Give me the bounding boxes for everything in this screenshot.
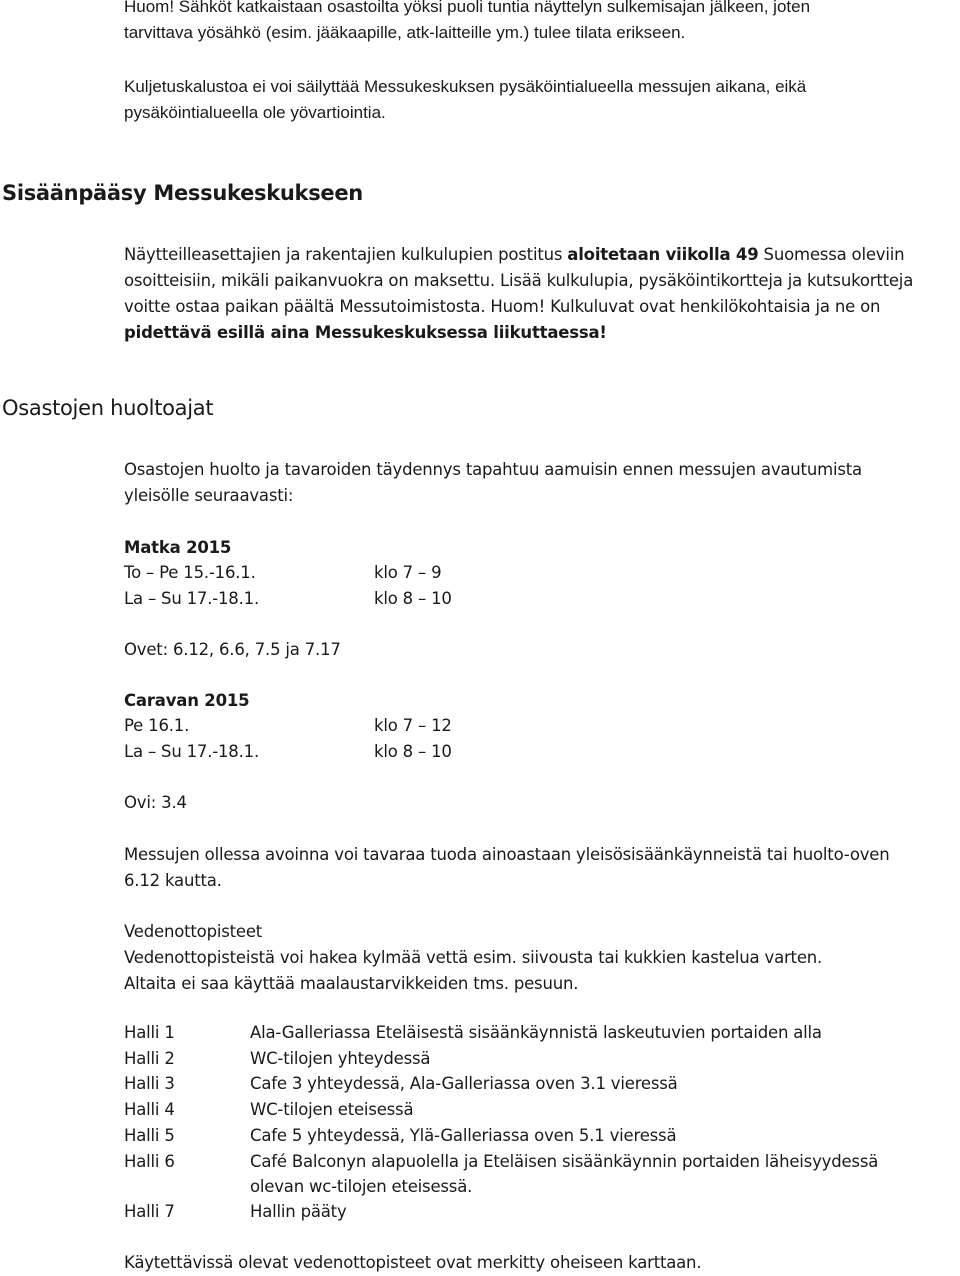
text: voitte ostaa paikan päältä Messutoimistosta. Huom! Kulkuluvat ovat henkilökohtaisia ja ne on: [124, 297, 881, 316]
hall-name: Halli 7: [124, 1202, 175, 1221]
huoltoajat-intro: [124, 457, 944, 509]
vedenotto-title: Vedenottopisteet: [124, 922, 263, 941]
intro-paragraph-parking: [124, 74, 944, 126]
sisaanpaasy-paragraph: [124, 242, 944, 346]
intro-line: Huom! Sähköt katkaistaan osastoilta yöksi puoli tuntia näyttelyn sulkemisajan jälkeen, joten: [124, 0, 811, 16]
hall-name: Halli 2: [124, 1049, 175, 1068]
text: Vedenottopisteistä voi hakea kylmää vettä esim. siivousta tai kukkien kastelua varten.: [124, 948, 823, 967]
goods-delivery-note: [124, 842, 944, 894]
hall-name: Halli 4: [124, 1100, 175, 1119]
schedule-days: Pe 16.1.: [124, 716, 190, 735]
schedule-time: klo 7 – 12: [374, 716, 452, 735]
hall-name: Halli 3: [124, 1074, 175, 1093]
intro-line: tarvittava yösähkö (esim. jääkaapille, atk-laitteille ym.) tulee tilata erikseen.: [124, 23, 686, 42]
text: Näytteilleasettajien ja rakentajien kulkulupien postitus: [124, 245, 568, 264]
heading-sisaanpaasy: Sisäänpääsy Messukeskukseen: [2, 181, 363, 205]
text: osoitteisiin, mikäli paikanvuokra on maksettu. Lisää kulkulupia, pysäköintikortteja ja kutsukortteja: [124, 271, 914, 290]
schedule-days: La – Su 17.-18.1.: [124, 742, 259, 761]
hall-location: Ala-Galleriassa Eteläisestä sisäänkäynnistä laskeutuvien portaiden alla: [250, 1023, 822, 1042]
text: Messujen ollessa avoinna voi tavaraa tuoda ainoastaan yleisösisäänkäynneistä tai huolto-oven: [124, 845, 890, 864]
hall-name: Halli 5: [124, 1126, 175, 1145]
text: Osastojen huolto ja tavaroiden täydennys tapahtuu aamuisin ennen messujen avautumista: [124, 460, 862, 479]
schedule-time: klo 7 – 9: [374, 563, 442, 582]
intro-line: pysäköintialueella ole yövartiointia.: [124, 103, 386, 122]
emphasis: aloitetaan viikolla 49: [567, 245, 759, 264]
schedule-days: La – Su 17.-18.1.: [124, 589, 259, 608]
hall-location: Café Balconyn alapuolella ja Eteläisen sisäänkäynnin portaiden läheisyydessä: [250, 1152, 879, 1171]
vedenotto-section: [124, 919, 944, 997]
text: Altaita ei saa käyttää maalaustarvikkeiden tms. pesuun.: [124, 974, 579, 993]
heading-huoltoajat: Osastojen huoltoajat: [2, 396, 214, 420]
hall-location: Cafe 5 yhteydessä, Ylä-Galleriassa oven 5.1 vieressä: [250, 1126, 677, 1145]
hall-name: Halli 1: [124, 1023, 175, 1042]
hall-location: Cafe 3 yhteydessä, Ala-Galleriassa oven 3.1 vieressä: [250, 1074, 678, 1093]
hall-name: Halli 6: [124, 1152, 175, 1171]
caravan-title-text: Caravan 2015: [124, 691, 250, 710]
matka-title: [124, 535, 944, 561]
text: 6.12 kautta.: [124, 871, 222, 890]
text: Suomessa oleviin: [758, 245, 905, 264]
hall-location-continued: olevan wc-tilojen eteisessä.: [250, 1177, 473, 1196]
emphasis: pidettävä esillä aina Messukeskuksessa liikuttaessa!: [124, 323, 607, 342]
intro-line: Kuljetuskalustoa ei voi säilyttää Messukeskuksen pysäköintialueella messujen aikana, eikä: [124, 77, 807, 96]
hall-location: WC-tilojen eteisessä: [250, 1100, 414, 1119]
hall-location: Hallin pääty: [250, 1202, 347, 1221]
schedule-time: klo 8 – 10: [374, 589, 452, 608]
text: yleisölle seuraavasti:: [124, 486, 294, 505]
caravan-door: Ovi: 3.4: [124, 793, 187, 812]
schedule-days: To – Pe 15.-16.1.: [124, 563, 256, 582]
intro-paragraph-electricity: [124, 0, 944, 46]
schedule-time: klo 8 – 10: [374, 742, 452, 761]
matka-title-text: Matka 2015: [124, 538, 232, 557]
matka-doors: Ovet: 6.12, 6.6, 7.5 ja 7.17: [124, 640, 341, 659]
hall-location: WC-tilojen yhteydessä: [250, 1049, 431, 1068]
caravan-title: [124, 688, 944, 714]
vedenotto-footer: Käytettävissä olevat vedenottopisteet ovat merkitty oheiseen karttaan.: [124, 1253, 702, 1272]
